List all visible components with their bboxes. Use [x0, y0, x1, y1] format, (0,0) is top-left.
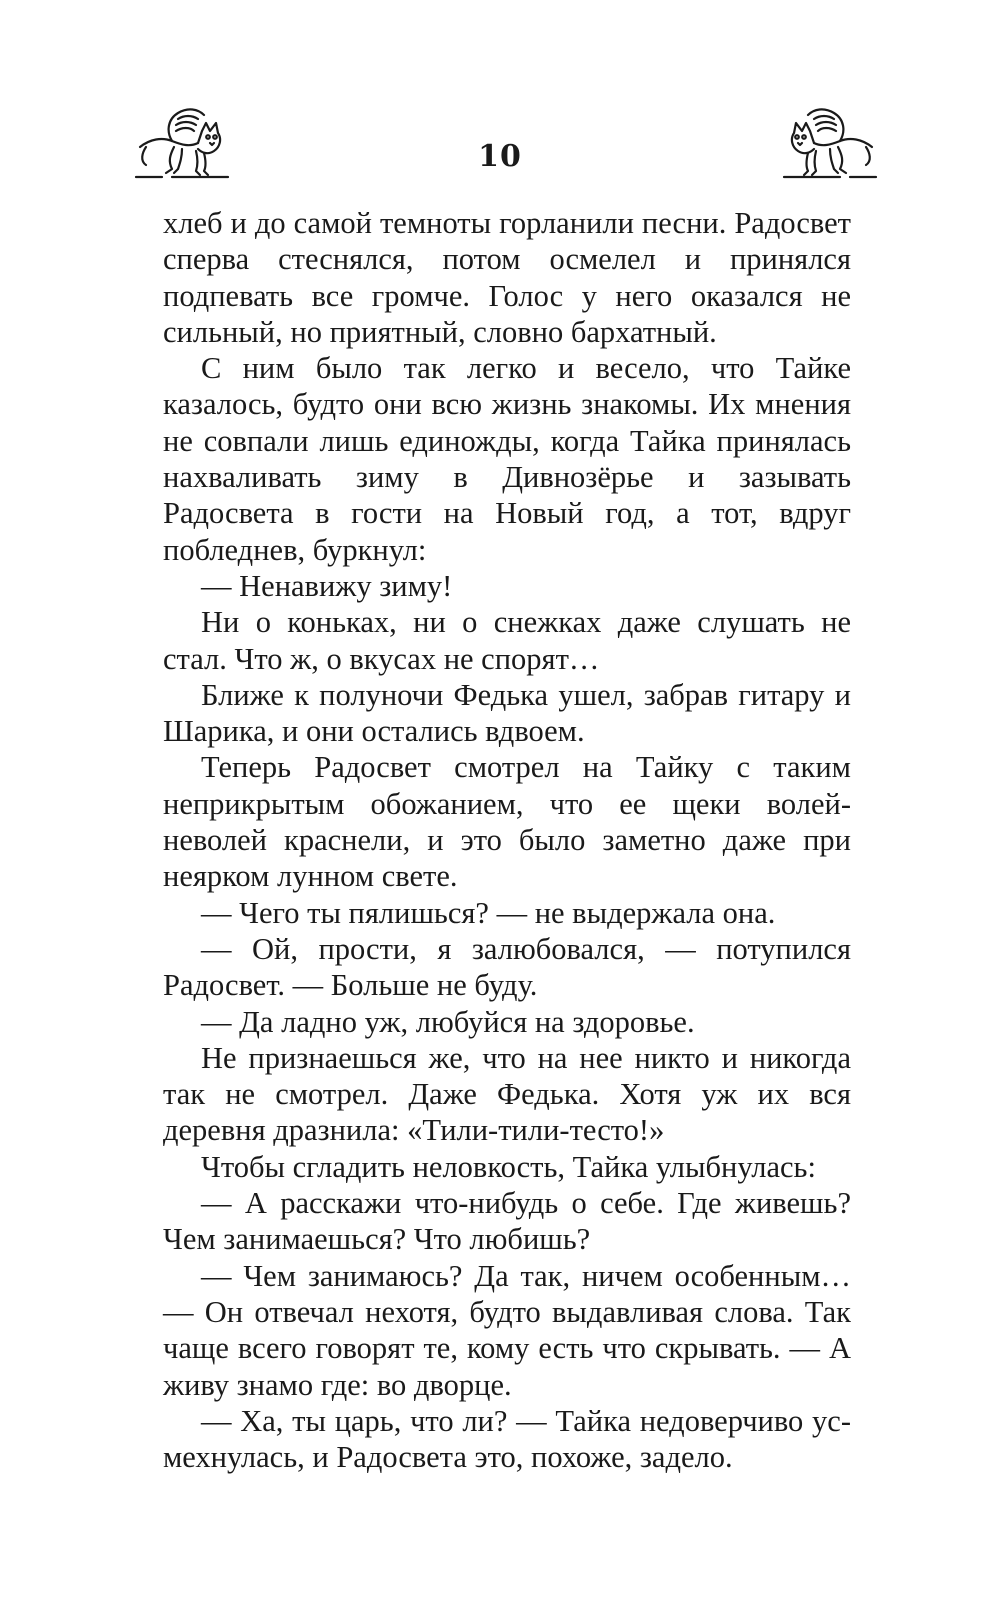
paragraph: Ни о коньках, ни о снежках даже слушать не стал. Что ж, о вкусах не спорят… [163, 605, 851, 676]
page-header [0, 95, 1000, 205]
paragraph: — Да ладно уж, любуйся на здоровье. [201, 1004, 695, 1039]
paragraph: — Чего ты пялишься? — не выдержала она. [201, 895, 776, 930]
paragraph: — Чем занимаюсь? Да так, ничем особенным… — Он отвечал нехотя, будто выдавливая слова. Так чаще всего говорят те, кому есть что скрывать. — А живу знамо где: во дворце. [163, 1258, 851, 1402]
page-text [163, 205, 851, 1475]
paragraph: Теперь Радосвет смотрел на Тайку с таким неприкрытым обожанием, что ее щеки волей-неволей краснели, и это было заметно даже при неярком лунном свете. [163, 750, 851, 894]
paragraph: — Ой, прости, я залюбовался, — потупился Радосвет. — Больше не буду. [163, 931, 851, 1003]
paragraph: хлеб и до самой темноты горланили песни. Радосвет сперва стеснялся, потом осмелел и принялся подпевать все громче. Голос у него оказался не сильный, но приятный, словно бархатный. [163, 206, 851, 349]
page-number: 10 [478, 139, 522, 174]
paragraph: Не признаешься же, что на нее никто и никогда так не смотрел. Даже Федька. Хотя уж их вся деревня дразнила: «Тили-тили-тесто!» [163, 1040, 851, 1148]
paragraph: — А расскажи что-нибудь о себе. Где живешь? Чем занимаешься? Что любишь? [163, 1186, 851, 1257]
paragraph: Чтобы сгладить неловкость, Тайка улыбнулась: [201, 1149, 816, 1184]
winged-cat-icon [780, 95, 880, 185]
paragraph: Ближе к полуночи Федька ушел, забрав гитару и Шарика, и они остались вдвоем. [163, 677, 851, 749]
paragraph: С ним было так легко и весело, что Тайке казалось, будто они всю жизнь знакомы. Их мнения не совпали лишь единожды, когда Тайка принялась нахваливать зиму в Дивнозёрье и зазывать Радосвета в гости на Новый год, а тот, вдруг побледнев, буркнул: [163, 351, 851, 567]
paragraph: — Ха, ты царь, что ли? — Тайка недоверчиво усмехнулась, и Радосвета это, похоже, задело. [163, 1403, 851, 1475]
paragraph: — Ненавижу зиму! [201, 568, 453, 603]
